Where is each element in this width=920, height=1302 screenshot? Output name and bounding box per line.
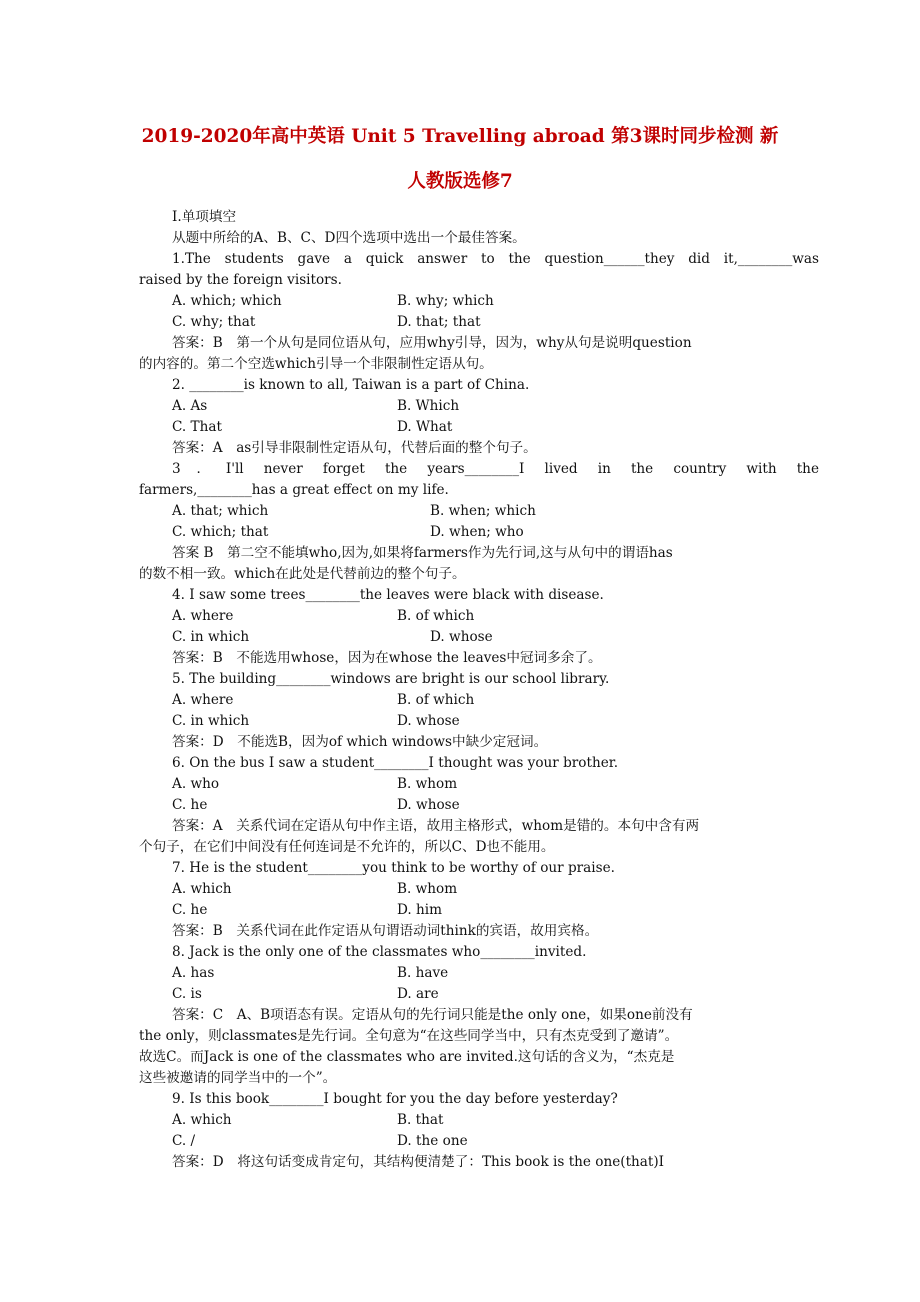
option-c: C. is [172,986,202,1002]
option-b: B. whom [397,881,458,897]
title-line-2: 人教版选修7 [407,171,513,192]
options-row [139,501,819,522]
option-b: B. that [397,1112,444,1128]
option-d: D. the one [397,1133,468,1149]
option-a: A. that; which [172,503,269,519]
question-stem: 3．I'll never forget the years________I lived in the country with the [172,461,819,477]
section-instruction: 从题中所给的A、B、C、D四个选项中选出一个最佳答案。 [172,230,526,246]
options-row [139,900,819,921]
option-d: D. are [397,986,439,1002]
answer-explanation: 答案：C A、B项语态有误。定语从句的先行词只能是the only one，如果one前没有 [172,1007,693,1023]
options-row [139,396,819,417]
answer-explanation: 答案：A as引导非限制性定语从句，代替后面的整个句子。 [172,440,537,456]
option-d: D. him [397,902,443,918]
title-line-1: 2019-2020年高中英语 Unit 5 Travelling abroad 第3课时同步检测 新 [141,126,779,147]
question-stem: 1.The students gave a quick answer to the question______they did it,________was [172,251,819,267]
options-row [139,774,819,795]
option-a: A. where [172,608,234,624]
options-row [139,711,819,732]
question-6 [139,753,819,858]
answer-explanation: 故选C。而Jack is one of the classmates who are invited.这句话的含义为，“杰克是 [139,1049,675,1065]
answer-explanation: 个句子，在它们中间没有任何连词是不允许的，所以C、D也不能用。 [139,839,555,855]
option-d: D. What [397,419,453,435]
section-heading: Ⅰ.单项填空 [172,209,237,225]
option-c: C. in which [172,713,250,729]
option-a: A. which [172,881,232,897]
option-c: C. in which [172,629,250,645]
question-stem: 4. I saw some trees________the leaves were black with disease. [172,587,604,603]
question-stem: farmers,________has a great effect on my life. [139,482,449,498]
option-a: A. where [172,692,234,708]
options-row [139,1110,819,1131]
answer-explanation: the only，则classmates是先行词。全句意为“在这些同学当中，只有杰克受到了邀请”。 [139,1028,679,1044]
answer-explanation: 答案：B 关系代词在此作定语从句谓语动词think的宾语，故用宾格。 [172,923,599,939]
option-c: C. he [172,902,208,918]
answer-explanation: 的内容的。第二个空选which引导一个非限制性定语从句。 [139,356,493,372]
option-c: C. why; that [172,314,256,330]
question-stem: 7. He is the student________you think to be worthy of our praise. [172,860,615,876]
options-row [139,690,819,711]
question-stem: 5. The building________windows are bright is our school library. [172,671,610,687]
answer-explanation: 答案：B 第一个从句是同位语从句，应用why引导，因为，why从句是说明question [172,335,692,351]
options-row [139,606,819,627]
option-a: A. which; which [172,293,282,309]
option-d: D. that; that [397,314,481,330]
options-row [139,984,819,1005]
question-8 [139,942,819,1089]
option-a: A. which [172,1112,232,1128]
option-a: A. As [172,398,208,414]
option-c: C. which; that [172,524,269,540]
option-b: B. of which [397,608,475,624]
option-a: A. who [172,776,220,792]
option-b: B. why; which [397,293,494,309]
options-row [139,291,819,312]
document-title [120,114,800,204]
option-c: C. / [172,1133,196,1149]
option-b: B. when; which [430,503,536,519]
answer-explanation: 这些被邀请的同学当中的一个”。 [139,1070,337,1086]
question-stem: 6. On the bus I saw a student________I thought was your brother. [172,755,619,771]
options-row [139,1131,819,1152]
answer-explanation: 答案：D 不能选B，因为of which windows中缺少定冠词。 [172,734,548,750]
options-row [139,879,819,900]
option-b: B. Which [397,398,460,414]
option-d: D. whose [430,629,493,645]
option-d: D. whose [397,713,460,729]
question-1 [139,249,819,375]
option-b: B. have [397,965,449,981]
option-c: C. That [172,419,222,435]
question-3 [139,459,819,585]
answer-explanation: 的数不相一致。which在此处是代替前边的整个句子。 [139,566,466,582]
options-row [139,963,819,984]
option-b: B. whom [397,776,458,792]
option-b: B. of which [397,692,475,708]
question-stem: 9. Is this book________I bought for you the day before yesterday? [172,1091,618,1107]
answer-explanation: 答案：A 关系代词在定语从句中作主语，故用主格形式，whom是错的。本句中含有两 [172,818,700,834]
option-d: D. when; who [430,524,524,540]
question-5 [139,669,819,753]
question-stem: 2. ________is known to all, Taiwan is a part of China. [172,377,530,393]
answer-explanation: 答案 B 第二空不能填who,因为,如果将farmers作为先行词,这与从句中的谓语has [172,545,673,561]
options-row [139,795,819,816]
options-row [139,312,819,333]
question-7 [139,858,819,942]
document-body [139,207,819,1173]
options-row [139,417,819,438]
option-d: D. whose [397,797,460,813]
question-stem: raised by the foreign visitors. [139,272,342,288]
question-stem: 8. Jack is the only one of the classmates who________invited. [172,944,587,960]
options-row [139,522,819,543]
options-row [139,627,819,648]
question-9 [139,1089,819,1173]
option-c: C. he [172,797,208,813]
question-2 [139,375,819,459]
option-a: A. has [172,965,215,981]
question-4 [139,585,819,669]
answer-explanation: 答案：B 不能选用whose，因为在whose the leaves中冠词多余了。 [172,650,602,666]
answer-explanation: 答案：D 将这句话变成肯定句，其结构便清楚了：This book is the one(that)I [172,1154,665,1170]
